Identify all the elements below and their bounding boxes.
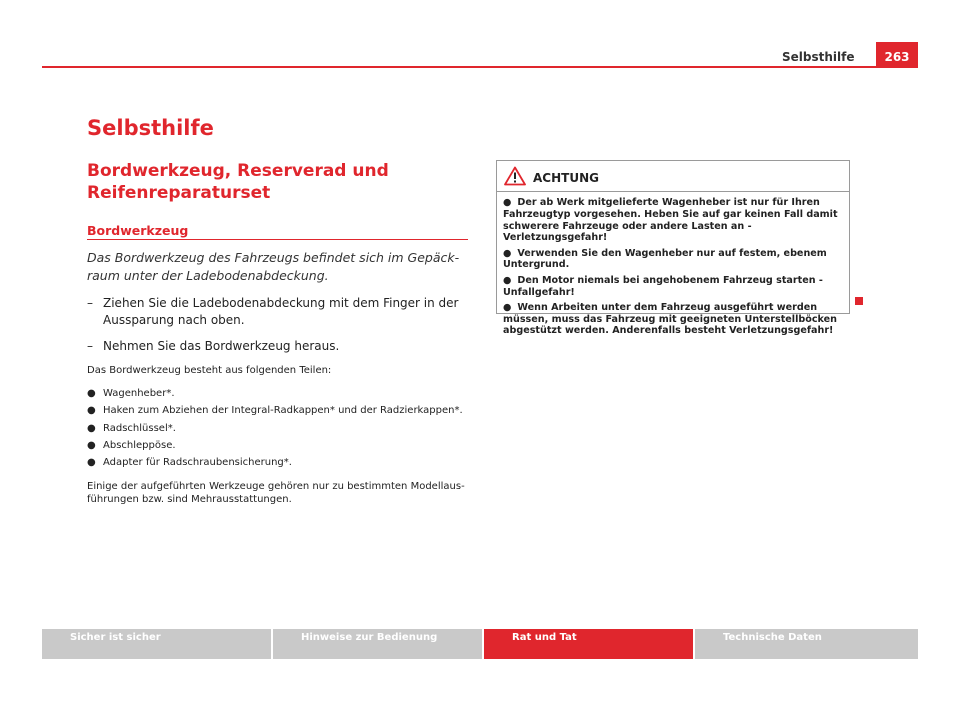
- parts-text: Adapter für Radschraubensicherung*.: [103, 457, 292, 469]
- parts-lead: Das Bordwerkzeug besteht aus folgenden Teilen:: [87, 365, 332, 376]
- warning-box: [496, 160, 850, 337]
- step-list: [87, 295, 468, 364]
- bullet: ●: [87, 405, 96, 417]
- warning-item: [503, 275, 843, 299]
- bullet: ●: [87, 457, 96, 469]
- warning-header: [497, 161, 849, 192]
- footer-tab-rat-und-tat[interactable]: Rat und Tat: [484, 629, 695, 659]
- parts-text: Abschleppöse.: [103, 439, 176, 451]
- footer-tab-hinweise-zur-bedienung[interactable]: Hinweise zur Bedienung: [273, 629, 484, 659]
- bullet: ●: [87, 388, 96, 399]
- parts-item: [87, 456, 477, 470]
- warning-triangle-icon: [504, 166, 526, 186]
- warning-text: Der ab Werk mitgelieferte Wagenheber ist nur für Ihren Fahrzeugtyp vorgesehen. Heben Sie auf gar keinen Fall damit schwerere Fahrzeuge oder andere Lasten an - Verletzungsgefahr!: [503, 197, 838, 244]
- warning-list: [497, 192, 849, 337]
- header-title: Selbsthilfe: [782, 50, 855, 64]
- bullet: ●: [503, 274, 512, 286]
- bullet: ●: [503, 301, 512, 313]
- parts-text: Radschlüssel*.: [103, 422, 176, 434]
- intro-text: Das Bordwerkzeug des Fahrzeugs befindet sich im Gepäckraum unter der Ladebodenabdeckung.: [87, 250, 460, 283]
- footer-tab-sicher-ist-sicher[interactable]: Sicher ist sicher: [42, 629, 273, 659]
- step-dash: –: [87, 339, 93, 353]
- subsection-rule: [87, 239, 468, 240]
- warning-text: Wenn Arbeiten unter dem Fahrzeug ausgeführt werden müssen, muss das Fahrzeug mit geeigneten Unterstellböcken abgestützt werden. Anderenfalls besteht Verletzungsgefahr!: [503, 301, 837, 337]
- parts-note: Einige der aufgeführten Werkzeuge gehören nur zu bestimmten Modellausführungen bzw. sind Mehrausstattungen.: [87, 481, 465, 505]
- subsection-title: Bordwerkzeug: [87, 223, 189, 238]
- footer-tab-technische-daten[interactable]: Technische Daten: [695, 629, 918, 659]
- step-dash: –: [87, 296, 93, 310]
- warning-item: [503, 197, 843, 244]
- parts-list: [87, 387, 477, 473]
- parts-text: Haken zum Abziehen der Integral-Radkappen* und der Radzierkappen*.: [103, 405, 463, 417]
- warning-text: Verwenden Sie den Wagenheber nur auf festem, ebenem Untergrund.: [503, 247, 827, 271]
- section-title: Bordwerkzeug, Reserverad und Reifenreparaturset: [87, 161, 389, 203]
- bullet: ●: [503, 247, 512, 259]
- step-item: [87, 295, 468, 329]
- parts-item: [87, 387, 477, 401]
- step-text: Ziehen Sie die Ladebodenabdeckung mit dem Finger in der Aussparung nach oben.: [103, 296, 459, 327]
- bullet: ●: [87, 439, 96, 451]
- end-marker: [855, 297, 863, 305]
- parts-item: [87, 422, 477, 436]
- parts-text: Wagenheber*.: [103, 388, 175, 399]
- chapter-title: Selbsthilfe: [87, 116, 214, 140]
- warning-title: ACHTUNG: [533, 171, 599, 185]
- header-rule: [42, 66, 918, 68]
- warning-text: Den Motor niemals bei angehobenem Fahrzeug starten - Unfallgefahr!: [503, 274, 823, 298]
- warning-item: [503, 248, 843, 272]
- parts-item: [87, 404, 477, 418]
- footer-tabs: [42, 629, 918, 659]
- step-item: [87, 338, 468, 355]
- parts-item: [87, 439, 477, 453]
- bullet: ●: [503, 197, 512, 208]
- page-number-badge: 263: [876, 42, 918, 68]
- bullet: ●: [87, 422, 96, 434]
- step-text: Nehmen Sie das Bordwerkzeug heraus.: [103, 339, 340, 353]
- warning-item: [503, 302, 843, 337]
